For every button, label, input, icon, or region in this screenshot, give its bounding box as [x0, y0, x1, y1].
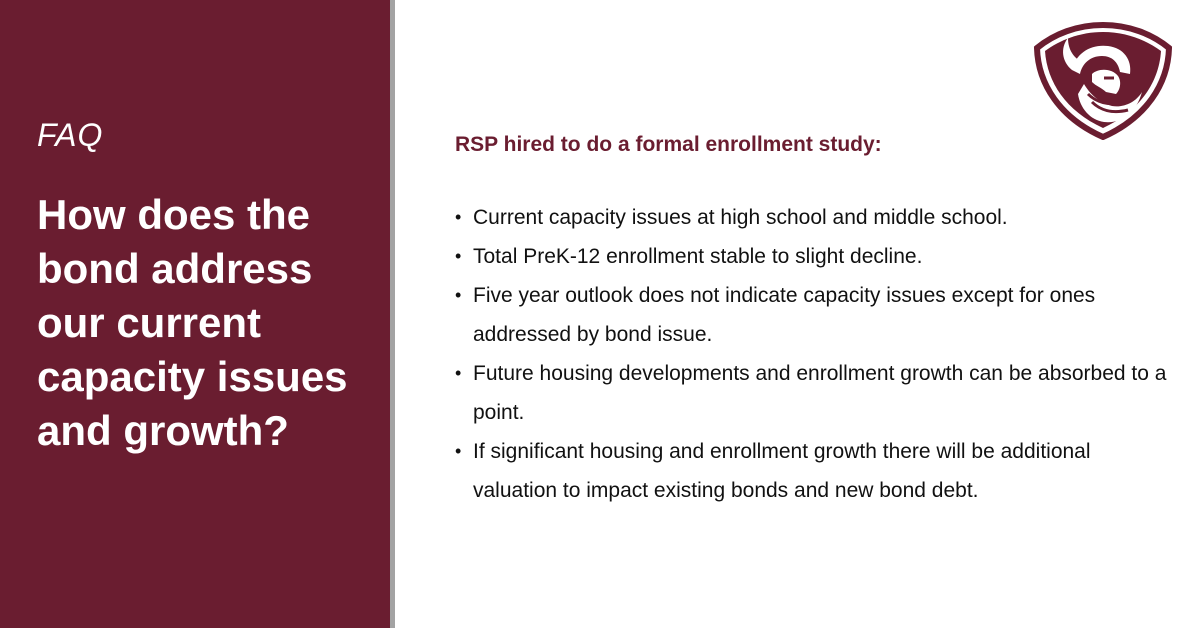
list-item: • If significant housing and enrollment growth there will be additional valuation to impact existing bonds and new bond debt. [455, 432, 1175, 510]
list-item: • Five year outlook does not indicate capacity issues except for ones addressed by bond issue. [455, 276, 1175, 354]
faq-label: FAQ [37, 117, 104, 153]
bullet-list [455, 198, 1175, 510]
section-subheading: RSP hired to do a formal enrollment study: [455, 133, 882, 156]
left-panel [0, 0, 390, 628]
list-item: • Future housing developments and enrollment growth can be absorbed to a point. [455, 354, 1175, 432]
vertical-divider [390, 0, 395, 628]
list-item: • Current capacity issues at high school and middle school. [455, 198, 1175, 237]
list-item: • Total PreK-12 enrollment stable to slight decline. [455, 237, 1175, 276]
viking-shield-logo-icon [1032, 22, 1174, 140]
page-title: How does the bond address our current capacity issues and growth? [37, 191, 348, 454]
